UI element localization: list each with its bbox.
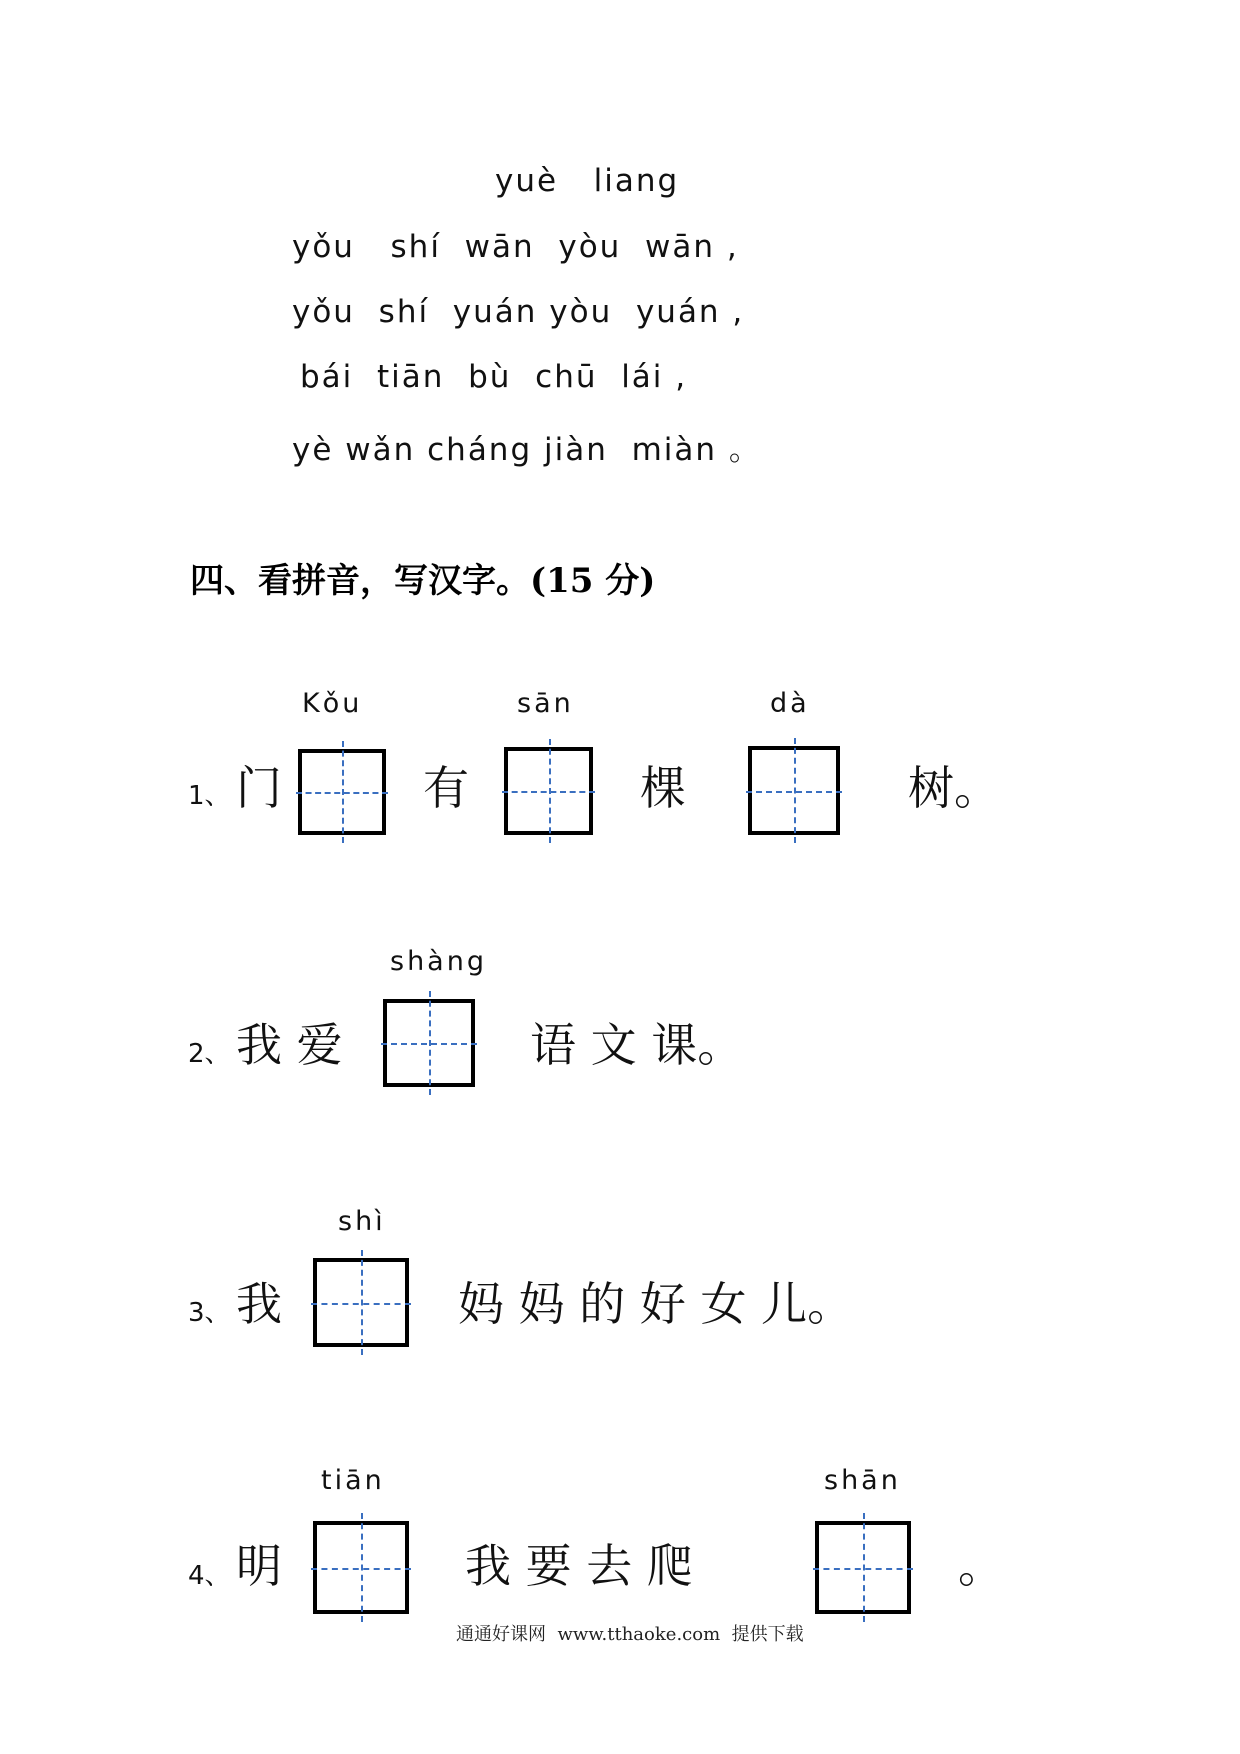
q3-chars-before: 我 [236, 1277, 282, 1331]
q1-number: 1、 [188, 781, 231, 811]
q4-chars-after: 。 [958, 1539, 1004, 1593]
q1-char-1: 门 [236, 761, 282, 815]
q1-answer-box-1[interactable] [298, 749, 386, 835]
q2-number: 2、 [188, 1039, 231, 1069]
q1-char-2: 有 [423, 761, 469, 815]
q4-pinyin-2: shān [824, 1465, 901, 1496]
q3-pinyin-1: shì [338, 1206, 386, 1237]
q1-pinyin-1: Kǒu [302, 688, 363, 719]
q4-number: 4、 [188, 1561, 231, 1591]
q1-char-3: 棵 [640, 761, 686, 815]
q3-answer-box-1[interactable] [313, 1258, 409, 1347]
q2-pinyin-1: shàng [390, 946, 487, 977]
section-heading: 四、看拼音，写汉字。(15 分) [190, 561, 656, 601]
q1-answer-box-2[interactable] [504, 747, 593, 835]
poem-line-4: yè wǎn cháng jiàn miàn 。 [292, 432, 762, 468]
q1-answer-box-3[interactable] [748, 746, 840, 835]
poem-line-2: yǒu shí yuán yòu yuán , [292, 294, 745, 330]
footer-text: 通通好课网 www.tthaoke.com 提供下载 [456, 1624, 804, 1645]
q4-answer-box-1[interactable] [313, 1521, 409, 1614]
q3-number: 3、 [188, 1298, 231, 1328]
poem-title: yuè liang [495, 163, 680, 199]
poem-line-1: yǒu shí wān yòu wān , [292, 229, 739, 265]
q1-pinyin-2: sān [517, 688, 574, 719]
q2-chars-before: 我 爱 [236, 1018, 343, 1072]
q2-chars-after: 语 文 课。 [530, 1018, 744, 1072]
q4-chars-before: 明 [236, 1539, 282, 1593]
q1-char-4: 树。 [908, 761, 1000, 815]
q4-pinyin-1: tiān [321, 1465, 385, 1496]
poem-line-3: bái tiān bù chū lái , [300, 359, 688, 395]
q4-chars-middle: 我 要 去 爬 [465, 1539, 693, 1593]
q2-answer-box-1[interactable] [383, 999, 475, 1087]
q3-chars-after: 妈 妈 的 好 女 儿。 [458, 1277, 854, 1331]
q4-answer-box-2[interactable] [815, 1521, 911, 1614]
q1-pinyin-3: dà [770, 688, 810, 719]
